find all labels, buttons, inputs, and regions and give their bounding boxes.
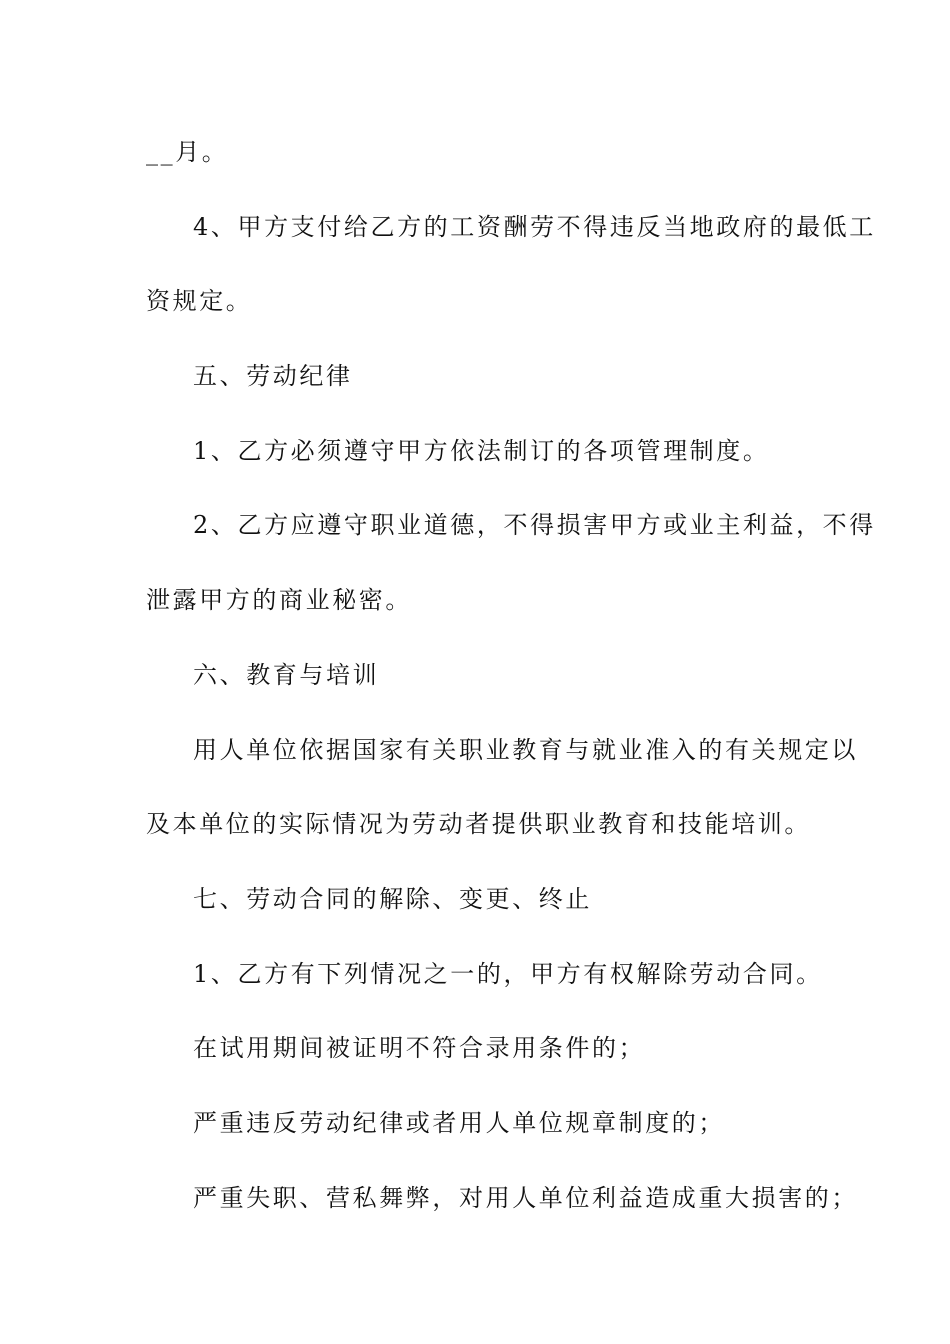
text-line-termination-item-2: 严重违反劳动纪律或者用人单位规章制度的； <box>193 1109 725 1137</box>
text-line-wage-clause-cont: 资规定。 <box>146 287 253 315</box>
text-line-wage-clause: 4、甲方支付给乙方的工资酬劳不得违反当地政府的最低工 <box>193 213 876 241</box>
text-line-training: 用人单位依据国家有关职业教育与就业准入的有关规定以 <box>193 736 858 764</box>
text-line-month: __月。 <box>146 138 229 166</box>
text-line-termination-item-1: 在试用期间被证明不符合录用条件的； <box>193 1034 646 1062</box>
section-heading-contract-termination: 七、劳动合同的解除、变更、终止 <box>193 885 592 913</box>
text-line-discipline-2: 2、乙方应遵守职业道德，不得损害甲方或业主利益，不得 <box>193 511 876 539</box>
section-heading-education-training: 六、教育与培训 <box>193 661 380 689</box>
text-line-termination-item-3: 严重失职、营私舞弊，对用人单位利益造成重大损害的； <box>193 1184 858 1212</box>
text-line-discipline-2-cont: 泄露甲方的商业秘密。 <box>146 586 412 614</box>
text-line-training-cont: 及本单位的实际情况为劳动者提供职业教育和技能培训。 <box>146 810 811 838</box>
section-heading-labor-discipline: 五、劳动纪律 <box>193 362 353 390</box>
text-line-termination-1: 1、乙方有下列情况之一的，甲方有权解除劳动合同。 <box>193 960 823 988</box>
text-line-discipline-1: 1、乙方必须遵守甲方依法制订的各项管理制度。 <box>193 437 770 465</box>
